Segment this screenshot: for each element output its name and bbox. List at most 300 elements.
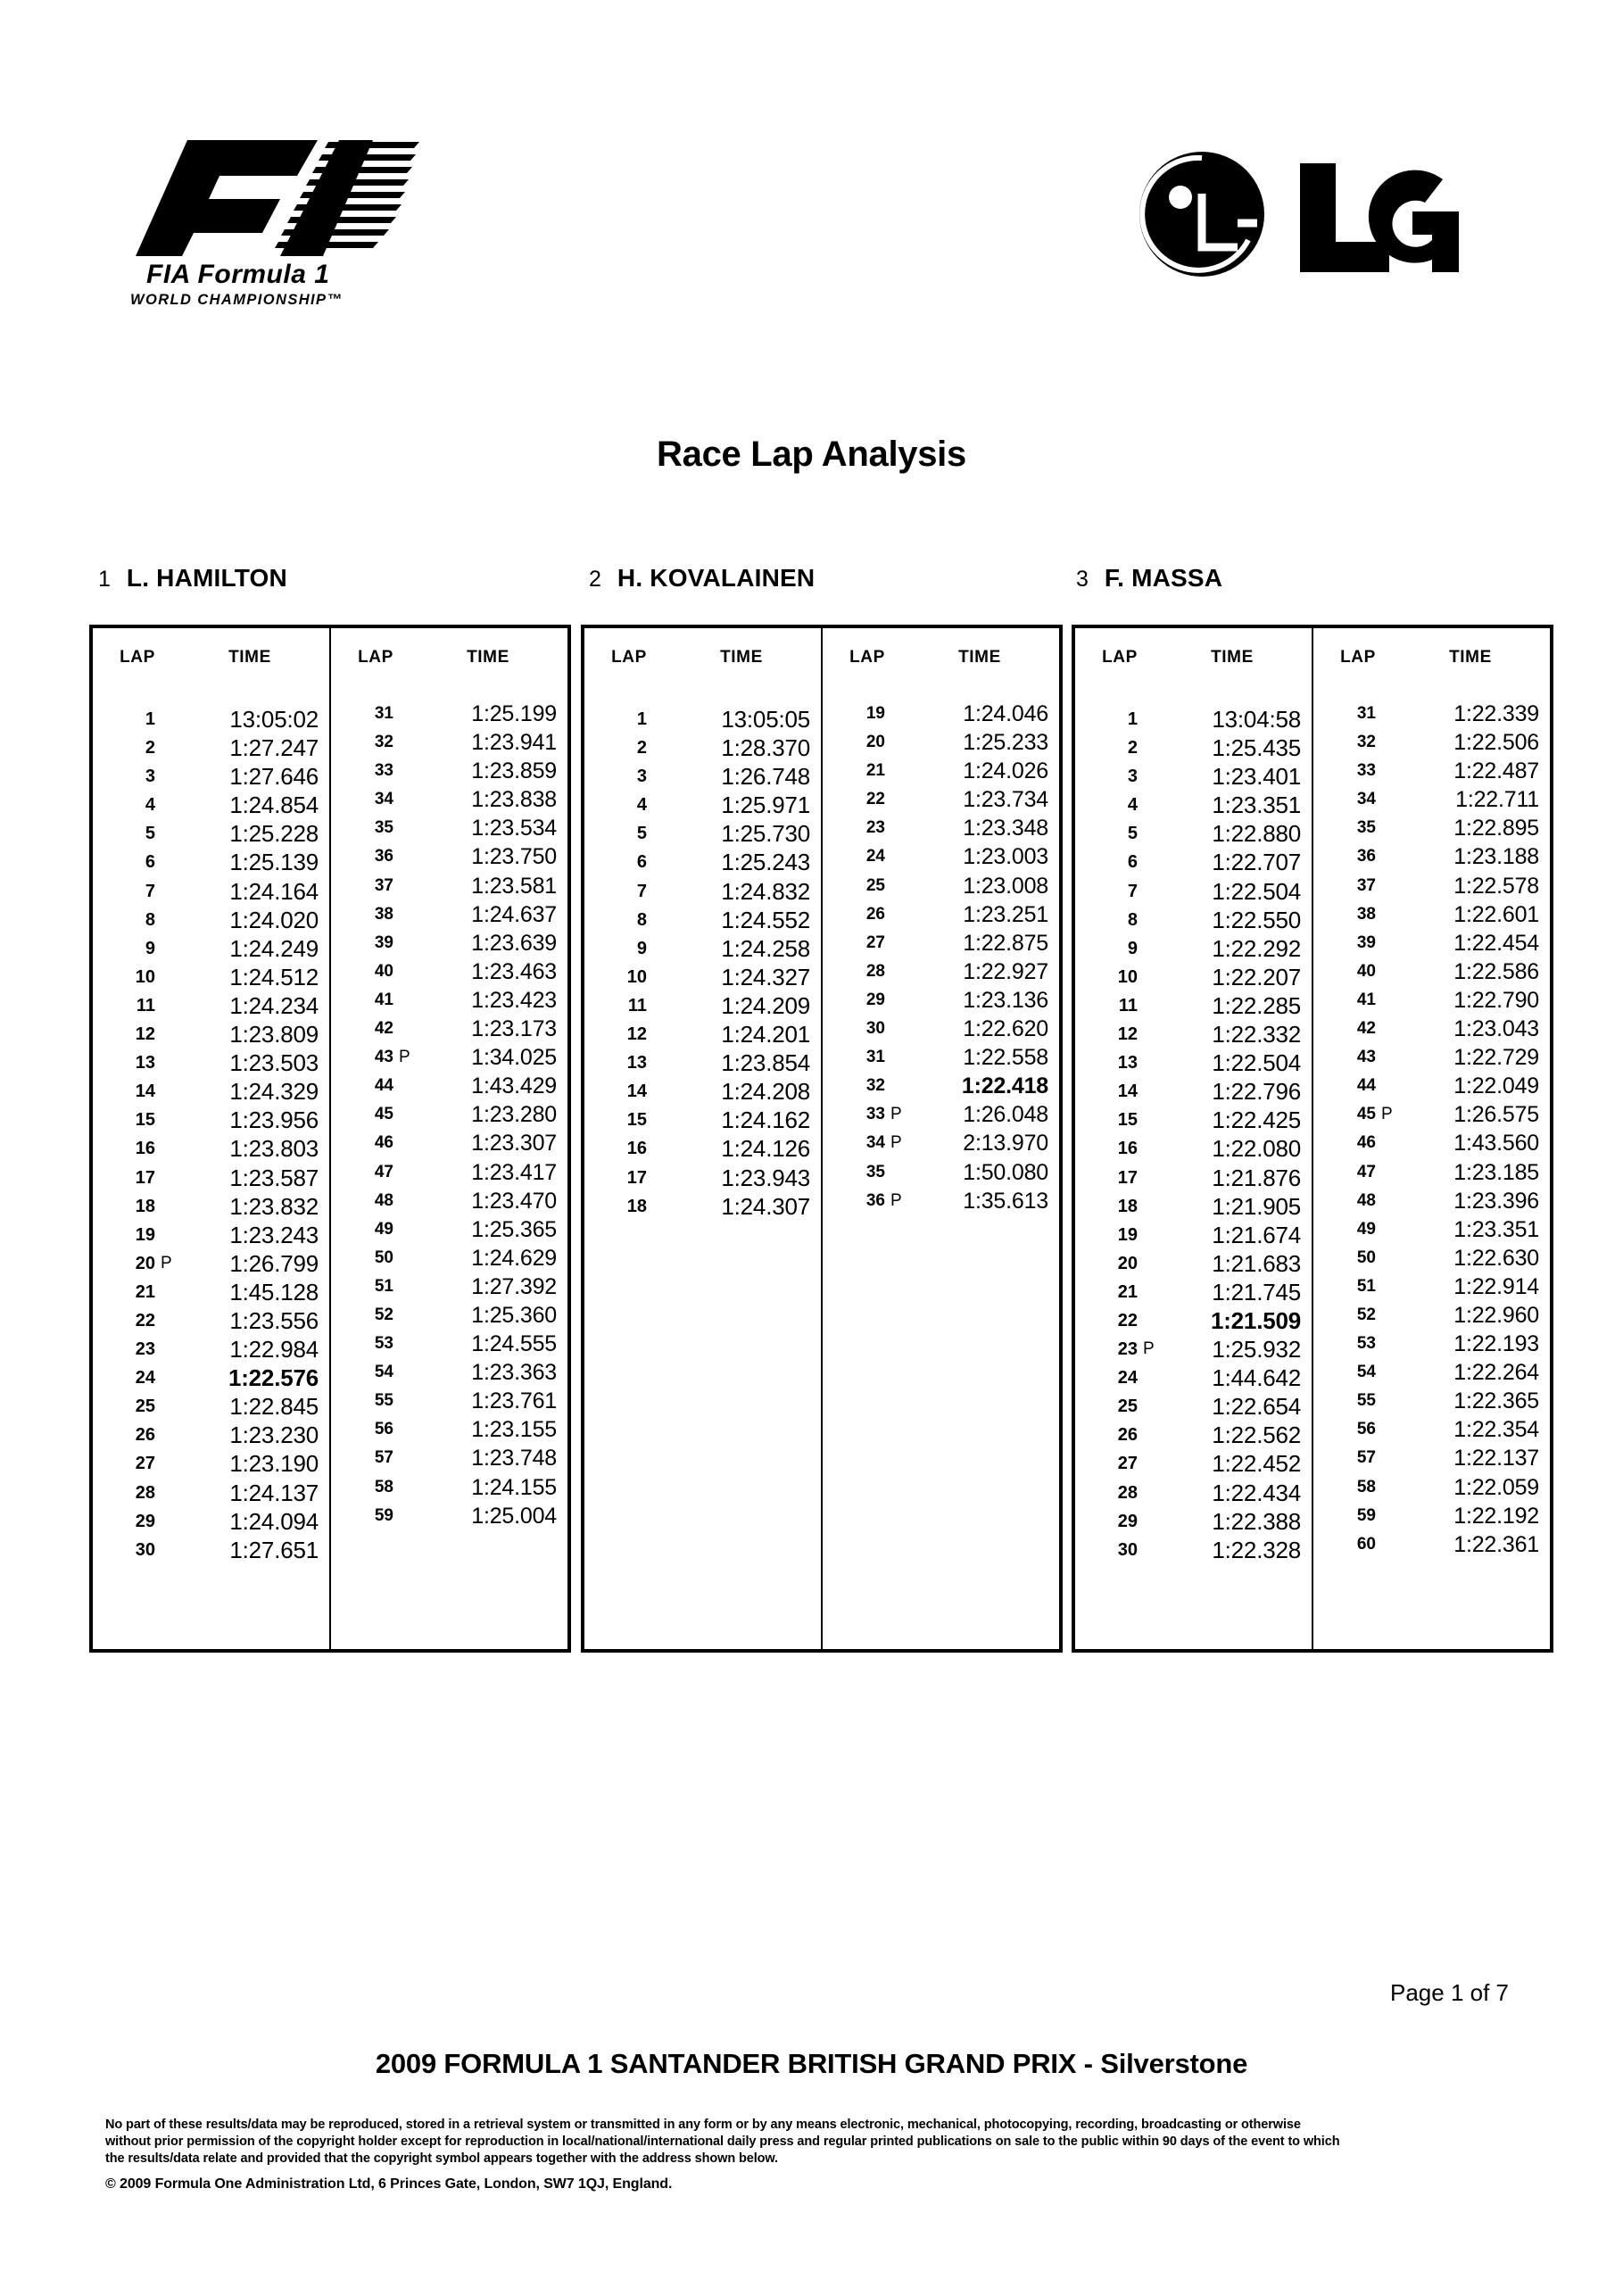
lap-row [93,1306,329,1335]
lap-row [93,1249,329,1278]
lap-number: 51 [374,1276,393,1296]
lap-time: 1:23.185 [1453,1159,1539,1185]
lap-number: 35 [865,1162,885,1181]
lap-time: 1:22.137 [1453,1446,1539,1471]
lap-row [93,1421,329,1449]
lap-row [1075,877,1312,906]
time-column-header: TIME [228,648,271,667]
lap-time: 1:23.348 [963,816,1048,841]
lap-number: 21 [1117,1281,1138,1302]
lap-time: 1:24.208 [721,1078,810,1106]
time-column-header: TIME [467,648,509,667]
lap-row [584,848,821,876]
lap-rows [823,700,1059,1215]
lap-row [93,848,329,876]
lap-row [823,872,1059,900]
lap-row [331,728,567,757]
lap-time: 1:22.895 [1453,816,1539,841]
lap-time: 13:04:58 [1212,706,1301,733]
lap-row [1075,1421,1312,1449]
lap-time: 1:23.401 [1212,763,1301,791]
lap-number: 5 [145,824,155,844]
lap-number: 33 [865,1105,885,1124]
lap-time: 1:22.914 [1453,1273,1539,1299]
lap-time: 1:22.586 [1453,958,1539,984]
lap-time: 1:22.654 [1212,1393,1301,1421]
lap-number: 50 [1356,1247,1376,1267]
lap-number: 2 [145,738,155,758]
lap-time: 1:23.956 [229,1107,319,1134]
lap-time: 1:22.354 [1453,1417,1539,1443]
lap-number: 13 [1117,1053,1138,1073]
lap-time: 1:23.363 [471,1360,557,1386]
lap-row [584,1106,821,1134]
lap-number: 12 [626,1024,647,1045]
lap-number: 15 [1117,1110,1138,1131]
lap-number: 24 [865,847,885,866]
lap-time: 1:22.927 [963,958,1048,984]
lap-time: 1:22.729 [1453,1045,1539,1071]
lap-number: 45 [1356,1105,1376,1124]
lap-time: 1:22.452 [1212,1450,1301,1478]
lap-row [584,819,821,848]
lap-column-header: LAP [120,648,155,667]
lap-row [1313,1043,1550,1072]
lap-number: 55 [1356,1391,1376,1411]
lap-time: 1:25.139 [229,849,319,876]
lap-number: 12 [135,1024,155,1045]
lap-row [1313,1158,1550,1187]
lap-number: 8 [636,909,647,930]
lap-number: 43 [374,1048,393,1067]
lap-number: 21 [135,1281,155,1302]
lap-row [823,1100,1059,1129]
lap-row [823,900,1059,929]
lap-table-column [93,628,329,1649]
lap-time: 1:43.429 [471,1073,557,1099]
lap-time: 1:22.425 [1212,1107,1301,1134]
lap-table-kovalainen [581,625,1063,1653]
lap-row [93,705,329,734]
lap-row [1075,1335,1312,1364]
lap-number: 3 [145,767,155,787]
lap-number: 58 [374,1477,393,1496]
lap-table-column [1312,628,1550,1649]
column-header [331,648,567,671]
lap-row [331,1015,567,1043]
pit-stop-marker: P [399,1048,410,1067]
lap-time: 1:26.575 [1453,1102,1539,1128]
lap-number: 24 [135,1368,155,1388]
lap-row [1075,1049,1312,1077]
lap-row [331,1272,567,1301]
lap-time: 1:22.845 [229,1393,319,1421]
lap-number: 52 [1356,1305,1376,1324]
lap-number: 36 [865,1190,885,1210]
lap-row [1313,1473,1550,1502]
lap-time: 1:23.534 [471,816,557,841]
lap-number: 4 [636,795,647,816]
lap-time: 1:23.838 [471,787,557,813]
lap-time: 13:05:02 [229,706,319,733]
legal-line: No part of these results/data may be reproduced, stored in a retrieval system or transmitted in any form or by any means electronic, mechanical, photocopying, recording, broadcasting or otherwise [105,2118,1301,2132]
lap-number: 16 [135,1139,155,1159]
lap-rows [1313,700,1550,1559]
lap-number: 30 [865,1019,885,1039]
driver-headers [0,564,1623,603]
lap-number: 50 [374,1247,393,1267]
lap-row [1313,1387,1550,1415]
lap-number: 17 [135,1167,155,1188]
pit-stop-marker: P [161,1253,172,1272]
lap-row [823,785,1059,814]
lap-time: 1:24.201 [721,1021,810,1049]
lap-number: 21 [865,761,885,781]
lap-number: 27 [1117,1454,1138,1474]
lap-row [1313,1301,1550,1330]
lap-number: 42 [374,1019,393,1039]
driver-name: F. MASSA [1104,564,1223,592]
lap-number: 19 [135,1224,155,1245]
driver-position: 2 [589,567,601,592]
lap-number: 7 [145,881,155,901]
lap-time: 1:23.396 [1453,1188,1539,1214]
lap-time: 1:22.328 [1212,1536,1301,1563]
lap-number: 20 [135,1253,155,1273]
lap-number: 32 [865,1076,885,1096]
lap-time: 1:24.555 [471,1331,557,1357]
lap-number: 32 [1356,733,1376,752]
time-column-header: TIME [958,648,1001,667]
lap-number: 57 [1356,1448,1376,1468]
lap-time: 1:23.639 [471,930,557,956]
lap-row [1313,1129,1550,1157]
lap-time: 1:25.971 [721,792,810,819]
lap-time: 1:22.049 [1453,1073,1539,1099]
lap-time: 1:23.423 [471,987,557,1013]
lap-number: 11 [136,995,155,1015]
lap-time: 1:24.512 [229,963,319,991]
lap-number: 17 [626,1167,647,1188]
lap-time: 1:23.761 [471,1388,557,1414]
lap-time: 1:27.247 [229,734,319,762]
lap-row [331,1473,567,1502]
lap-time: 1:22.193 [1453,1331,1539,1357]
lap-number: 41 [1356,990,1376,1009]
lap-number: 23 [135,1339,155,1360]
lap-time: 1:25.932 [1212,1336,1301,1364]
lap-number: 8 [1127,909,1138,930]
lap-row [584,1164,821,1192]
lap-number: 56 [374,1420,393,1439]
lap-time: 1:22.550 [1212,906,1301,933]
lap-row [584,1020,821,1049]
lap-number: 53 [1356,1334,1376,1354]
lap-number: 19 [865,704,885,723]
lap-row [331,1244,567,1272]
lap-time: 1:21.745 [1212,1278,1301,1305]
lap-time: 1:23.587 [229,1164,319,1191]
lap-row [331,1301,567,1330]
lap-row [1075,1020,1312,1049]
lap-row [93,1536,329,1564]
pit-stop-marker: P [890,1133,902,1153]
lap-row [93,819,329,848]
lap-number: 1 [145,709,155,729]
lap-number: 26 [1117,1425,1138,1446]
lap-number: 26 [135,1425,155,1446]
lap-number: 43 [1356,1048,1376,1067]
lap-number: 31 [374,704,393,723]
lap-table-column [329,628,567,1649]
lap-column-header: LAP [611,648,647,667]
lap-row [331,1215,567,1244]
column-header [1313,648,1550,671]
lap-row [1313,1530,1550,1559]
lap-row [331,986,567,1015]
lap-row [331,1415,567,1444]
lap-number: 45 [374,1105,393,1124]
lap-time: 1:24.854 [229,792,319,819]
lap-row [93,877,329,906]
lap-number: 15 [626,1110,647,1131]
lap-number: 49 [374,1219,393,1239]
lap-number: 9 [1127,938,1138,958]
lap-row [1075,705,1312,734]
lap-time: 1:23.854 [721,1049,810,1077]
lap-row [331,957,567,986]
lap-row [823,1015,1059,1043]
lap-time: 1:23.556 [229,1306,319,1334]
lap-time: 1:22.875 [963,930,1048,956]
lap-row [331,1444,567,1472]
lap-time: 1:22.080 [1212,1135,1301,1163]
lap-number: 17 [1117,1167,1138,1188]
lap-number: 6 [636,852,647,873]
lap-time: 1:27.392 [471,1273,557,1299]
lap-number: 2 [636,738,647,758]
lap-time: 1:21.683 [1212,1249,1301,1277]
lap-time: 1:26.048 [963,1102,1048,1128]
lap-time: 1:23.307 [471,1131,557,1156]
time-column-header: TIME [720,648,763,667]
lap-row [584,705,821,734]
lap-row [823,842,1059,871]
lap-row [823,1072,1059,1100]
lap-row [93,762,329,791]
lap-row [93,1221,329,1249]
lap-number: 3 [636,767,647,787]
lap-number: 35 [1356,818,1376,838]
column-header [1075,648,1312,671]
lap-row [1075,1221,1312,1249]
lap-time: 1:22.578 [1453,873,1539,899]
lap-row [93,1164,329,1192]
lap-row [1313,1187,1550,1215]
lap-row [1075,1306,1312,1335]
lap-number: 58 [1356,1477,1376,1496]
pit-stop-marker: P [890,1190,902,1210]
lap-time: 1:23.008 [963,873,1048,899]
lap-number: 18 [1117,1196,1138,1216]
lap-time: 1:24.126 [721,1135,810,1163]
lap-row [1313,1244,1550,1272]
lap-row [331,1330,567,1358]
lap-number: 29 [865,990,885,1009]
lap-number: 29 [135,1511,155,1531]
lap-row [1075,1077,1312,1106]
lap-number: 33 [374,761,393,781]
lap-row [1313,1072,1550,1100]
lap-time: 1:23.280 [471,1102,557,1128]
lap-number: 16 [626,1139,647,1159]
lap-time: 1:23.351 [1453,1216,1539,1242]
lap-time: 1:28.370 [721,734,810,762]
lap-time: 1:22.454 [1453,930,1539,956]
svg-text:FIA Formula 1: FIA Formula 1 [146,260,330,289]
lap-time: 13:05:05 [721,706,810,733]
lap-number: 25 [865,875,885,895]
driver-header-2 [589,564,815,593]
lap-time: 1:23.003 [963,844,1048,870]
lap-row [1313,842,1550,871]
lap-row [584,1192,821,1221]
lap-row [331,1502,567,1530]
lap-number: 30 [135,1539,155,1560]
lap-number: 8 [145,909,155,930]
lap-number: 15 [135,1110,155,1131]
column-header [584,648,821,671]
lap-time: 1:23.230 [229,1422,319,1449]
lap-row [1075,1164,1312,1192]
lap-time: 1:24.164 [229,877,319,905]
lap-number: 7 [1127,881,1138,901]
svg-text:WORLD CHAMPIONSHIP™: WORLD CHAMPIONSHIP™ [130,292,344,308]
lap-number: 38 [374,904,393,924]
lap-table-column [821,628,1059,1649]
lap-number: 56 [1356,1420,1376,1439]
lap-row [331,872,567,900]
lap-number: 6 [145,852,155,873]
lap-time: 1:23.734 [963,787,1048,813]
lap-time: 1:27.646 [229,763,319,791]
lap-time: 1:22.711 [1455,787,1539,813]
lap-number: 10 [1117,966,1138,987]
lap-time: 1:35.613 [963,1188,1048,1214]
lap-rows [331,700,567,1530]
lap-number: 48 [1356,1190,1376,1210]
lap-row [1075,1106,1312,1134]
lap-time: 1:24.155 [471,1474,557,1500]
lap-row [584,991,821,1020]
lap-row [823,929,1059,957]
lap-row [1313,700,1550,728]
lap-row [584,934,821,963]
lap-number: 14 [135,1082,155,1102]
lap-row [823,957,1059,986]
lap-column-header: LAP [1102,648,1138,667]
lap-row [93,991,329,1020]
f1-logo [105,120,426,317]
lap-time: 1:23.748 [471,1446,557,1471]
lap-row [331,929,567,957]
lap-row [584,1077,821,1106]
time-column-header: TIME [1449,648,1492,667]
lap-row [93,1479,329,1507]
lap-number: 54 [374,1363,393,1382]
lap-time: 1:22.487 [1453,758,1539,784]
lap-row [1075,1479,1312,1507]
lap-row [1075,848,1312,876]
lap-number: 36 [374,847,393,866]
lap-number: 34 [1356,790,1376,809]
lap-row [1075,791,1312,819]
lap-number: 2 [1127,738,1138,758]
lap-row [1075,1364,1312,1392]
lap-row [93,1278,329,1306]
lap-time: 1:22.504 [1212,1049,1301,1077]
lap-row [331,785,567,814]
lap-row [1313,1415,1550,1444]
lap-number: 25 [135,1397,155,1417]
lap-row [1313,957,1550,986]
lap-time: 1:24.162 [721,1107,810,1134]
lap-time: 1:24.832 [721,877,810,905]
lap-number: 35 [374,818,393,838]
lap-time: 1:34.025 [471,1045,557,1071]
lap-time: 1:24.234 [229,991,319,1019]
lap-number: 4 [145,795,155,816]
lap-row [93,791,329,819]
driver-header-1 [98,564,287,593]
lap-number: 44 [1356,1076,1376,1096]
lap-row [331,1129,567,1157]
lap-row [93,906,329,934]
lap-number: 60 [1356,1534,1376,1554]
lap-time: 1:25.233 [963,730,1048,756]
lap-time: 1:24.307 [721,1192,810,1220]
column-header [93,648,329,671]
lap-time: 1:23.470 [471,1188,557,1214]
lap-time: 1:25.730 [721,820,810,848]
lap-number: 39 [374,932,393,952]
lap-time: 1:22.960 [1453,1302,1539,1328]
lap-time: 1:24.094 [229,1507,319,1535]
lap-row [93,1106,329,1134]
lap-row [1313,900,1550,929]
lap-row [823,1129,1059,1157]
lap-number: 32 [374,733,393,752]
lap-number: 18 [626,1196,647,1216]
fastest-lap-time: 1:22.418 [961,1073,1048,1099]
lap-row [1313,1444,1550,1472]
lap-column-header: LAP [849,648,885,667]
lap-time: 1:22.292 [1212,934,1301,962]
fastest-lap-time: 1:21.509 [1210,1306,1301,1334]
lap-number: 28 [135,1482,155,1503]
lap-number: 22 [1117,1310,1138,1330]
lap-number: 30 [1117,1539,1138,1560]
lap-row [584,877,821,906]
lap-number: 40 [374,961,393,981]
lap-row [823,728,1059,757]
lap-number: 59 [374,1505,393,1525]
lap-time: 1:21.876 [1212,1164,1301,1191]
lap-number: 10 [135,966,155,987]
lap-time: 1:24.258 [721,934,810,962]
lap-time: 1:43.560 [1453,1131,1539,1156]
lap-time: 1:24.327 [721,963,810,991]
